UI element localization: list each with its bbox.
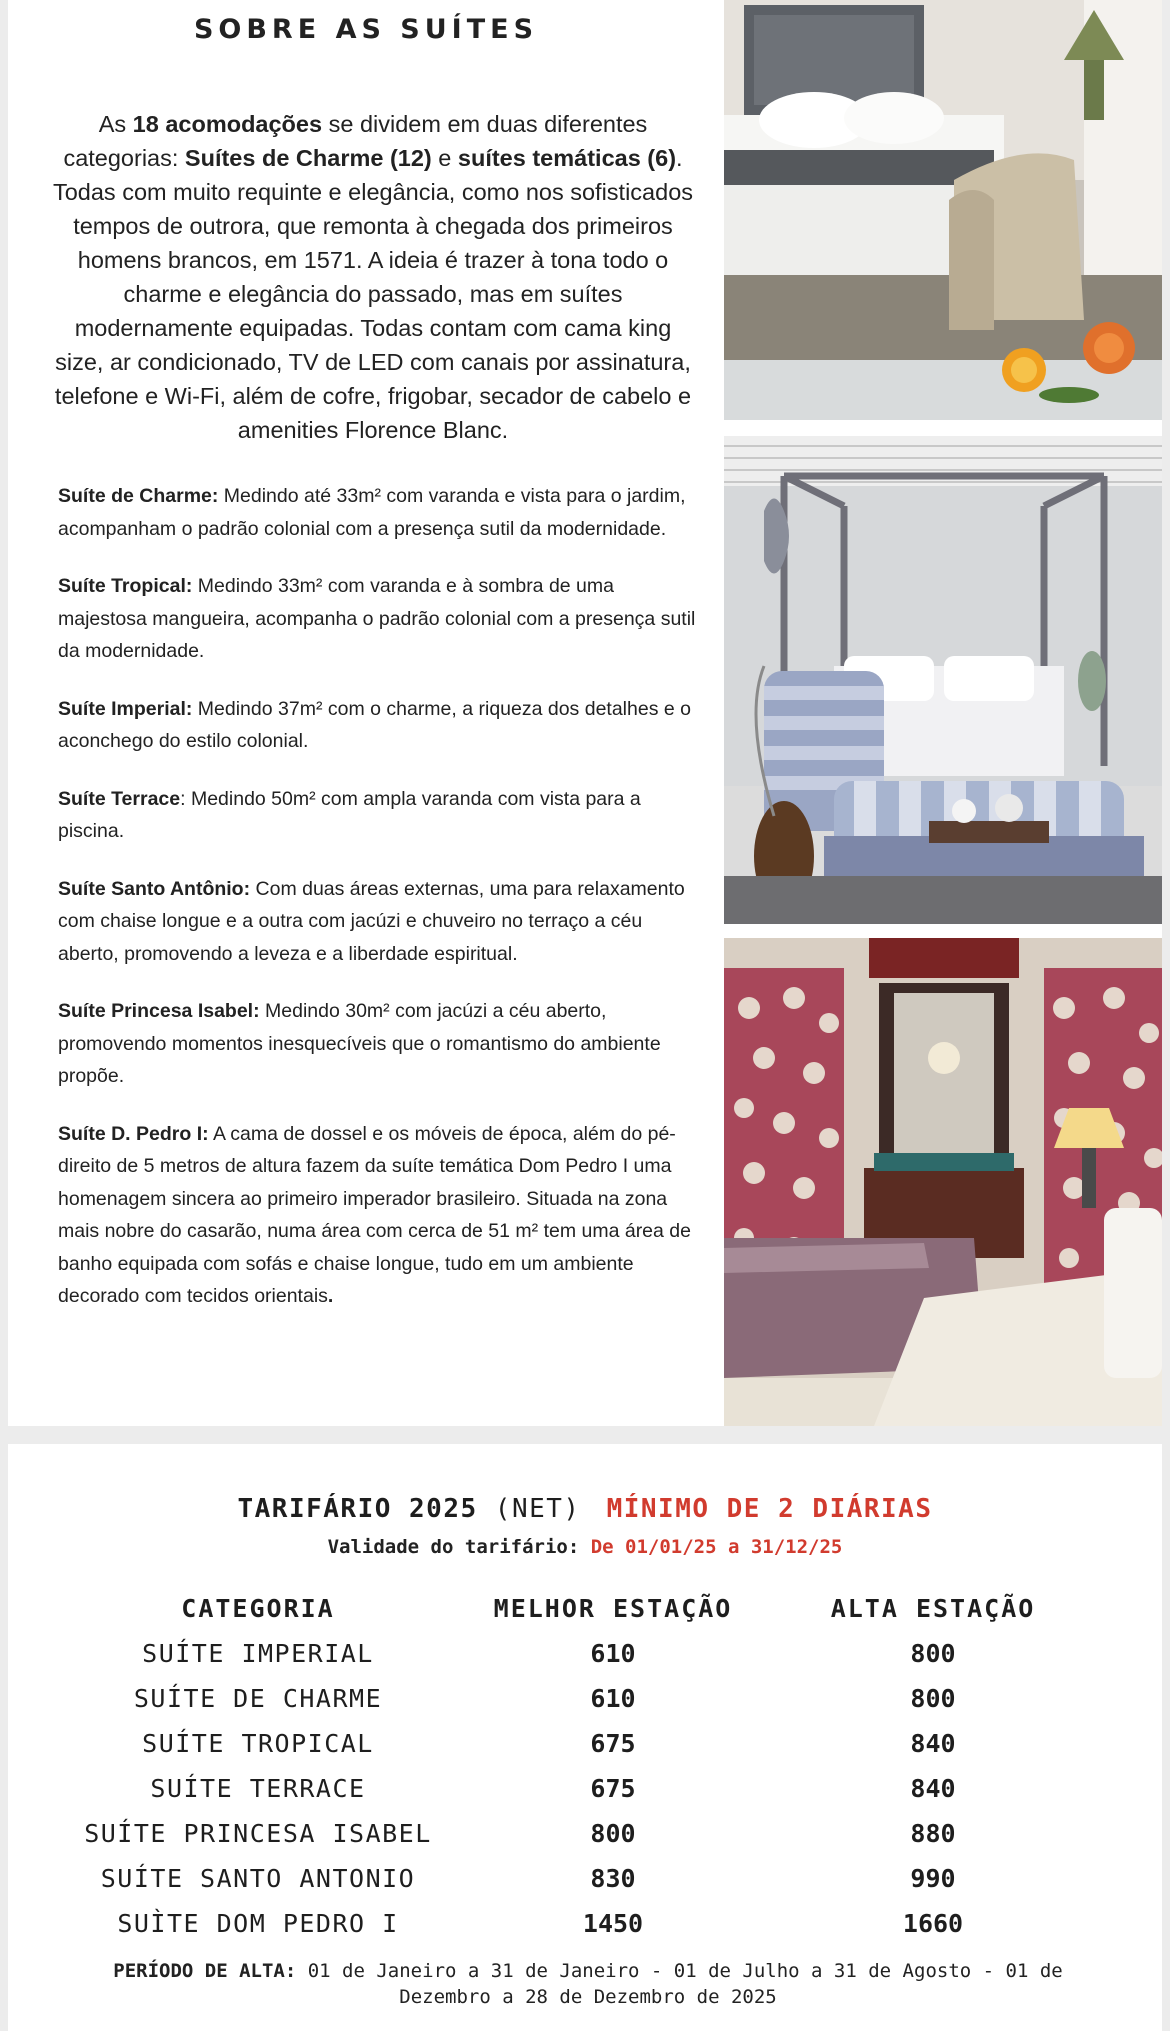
- suite-desc: A cama de dossel e os móveis de época, além do pé-direito de 5 metros de altura fazem da suíte temática Dom Pedro I uma homenagem sincera ao primeiro imperador brasileiro. Situada na zona mais nobre do casarão, numa área com cerca de 51 m² tem uma área de banho equipada com sofás e chaise longue, tudo em um ambiente decorado com tecidos orientais: [58, 1122, 691, 1307]
- rates-table-header: [8, 1589, 1162, 1634]
- rates-section: [8, 1444, 1162, 2031]
- high-season-period: [68, 1958, 1108, 2010]
- row-best-rate: 610: [590, 1639, 636, 1668]
- suite-desc: Medindo 30m² com jacúzi a céu aberto, promovendo momentos inesquecíveis que o romantismo do ambiente propõe.: [58, 1000, 661, 1087]
- suite-desc: Medindo até 33m² com varanda e vista para o jardim, acompanham o padrão colonial com a presença sutil da modernidade.: [58, 485, 686, 540]
- suite-name: Suíte de Charme:: [58, 485, 219, 507]
- suite-name: Suíte Terrace: [58, 787, 181, 810]
- photo-canopy-bed: [724, 436, 1162, 924]
- row-best-rate: 830: [590, 1864, 636, 1893]
- row-best-rate: 800: [590, 1819, 636, 1848]
- intro-text: As: [98, 111, 133, 137]
- row-high-rate: 1660: [902, 1909, 964, 1938]
- row-high-rate: 840: [910, 1774, 956, 1803]
- intro-text: e: [431, 145, 458, 171]
- row-category: SUÍTE SANTO ANTONIO: [100, 1864, 416, 1893]
- row-high-rate: 800: [910, 1639, 956, 1668]
- suite-dom-pedro-description: [58, 1118, 703, 1313]
- row-high-rate: 800: [910, 1684, 956, 1713]
- table-row: [8, 1634, 1162, 1679]
- suite-name: Suíte Tropical:: [58, 575, 193, 597]
- row-high-rate: 990: [910, 1864, 956, 1893]
- rates-title-net: (NET): [477, 1494, 581, 1524]
- suite-desc: Medindo 33m² com varanda e à sombra de uma majestosa mangueira, acompanha o padrão colonial com a presença sutil da modernidade.: [58, 575, 696, 662]
- suite-descriptions: [58, 480, 703, 1313]
- rates-title-main: TARIFÁRIO 2025: [237, 1494, 478, 1524]
- photo-bedroom-roses: [724, 0, 1162, 420]
- intro-paragraph: [48, 107, 698, 447]
- intro-highlight: 18 acomodações: [132, 111, 323, 137]
- rates-table: [8, 1589, 1162, 1949]
- column-header-best-season: MELHOR ESTAÇÃO: [493, 1594, 733, 1623]
- validity-value: De 01/01/25 a 31/12/25: [590, 1536, 843, 1558]
- suite-charme-description: [58, 480, 703, 545]
- suite-princesa-isabel-description: [58, 995, 703, 1093]
- table-row: [8, 1769, 1162, 1814]
- intro-text: . Todas com muito requinte e elegância, como nos sofisticados tempos de outrora, que remonta à chegada dos primeiros homens brancos, em 1571. A ideia é trazer à tona todo o charme e elegância do passado, mas em suítes modernamente equipadas. Todas contam com cama king size, ar condicionado, TV de LED com canais por assinatura, telefone e Wi-Fi, além de cofre, frigobar, secador de cabelo e amenities Florence Blanc.: [52, 145, 694, 443]
- row-category: SUÍTE IMPERIAL: [142, 1639, 374, 1668]
- row-category: SUÍTE PRINCESA ISABEL: [84, 1819, 432, 1848]
- section-heading: SOBRE AS SUÍTES: [193, 14, 539, 45]
- photo-dom-pedro-room: [724, 938, 1162, 1426]
- suite-desc-end: .: [327, 1285, 334, 1307]
- suite-terrace-description: [58, 783, 703, 848]
- suite-desc: Medindo 37m² com o charme, a riqueza dos detalhes e o aconchego do estilo colonial.: [58, 697, 691, 752]
- row-best-rate: 610: [590, 1684, 636, 1713]
- intro-text: se dividem em duas diferentes categorias:: [63, 111, 648, 171]
- minimum-nights-notice: MÍNIMO DE 2 DIÁRIAS: [606, 1494, 933, 1524]
- suite-imperial-description: [58, 693, 703, 758]
- column-header-category: CATEGORIA: [181, 1594, 335, 1623]
- suite-name: Suíte Imperial:: [58, 697, 193, 720]
- suite-santo-antonio-description: [58, 873, 703, 971]
- suite-name: Suíte D. Pedro I:: [58, 1122, 209, 1145]
- row-category: SUÍTE TERRACE: [150, 1774, 366, 1803]
- row-best-rate: 1450: [582, 1909, 644, 1938]
- period-value: 01 de Janeiro a 31 de Janeiro - 01 de Julho a 31 de Agosto - 01 de Dezembro a 28 de Dezembro de 2025: [296, 1960, 1063, 2008]
- row-best-rate: 675: [590, 1729, 636, 1758]
- row-category: SUÍTE TROPICAL: [142, 1729, 374, 1758]
- suites-text-column: [8, 0, 724, 1426]
- row-category: SUÍTE DE CHARME: [133, 1684, 383, 1713]
- suite-desc: : Medindo 50m² com ampla varanda com vista para a piscina.: [58, 787, 641, 842]
- suite-name: Suíte Santo Antônio:: [58, 877, 251, 900]
- table-row: [8, 1814, 1162, 1859]
- column-header-high-season: ALTA ESTAÇÃO: [830, 1594, 1036, 1623]
- table-row: [8, 1679, 1162, 1724]
- intro-highlight: Suítes de Charme (12): [184, 145, 432, 171]
- rates-validity: [8, 1536, 1162, 1558]
- validity-label: Validade do tarifário:: [327, 1536, 591, 1558]
- table-row: [8, 1904, 1162, 1949]
- table-row: [8, 1859, 1162, 1904]
- row-category: SUÌTE DOM PEDRO I: [117, 1909, 399, 1938]
- rates-title: [8, 1494, 1162, 1524]
- suite-tropical-description: [58, 570, 703, 668]
- row-high-rate: 880: [910, 1819, 956, 1848]
- period-label: PERÍODO DE ALTA:: [113, 1960, 297, 1982]
- intro-highlight: suítes temáticas (6): [457, 145, 677, 171]
- suite-desc: Com duas áreas externas, uma para relaxamento com chaise longue e a outra com jacúzi e chuveiro no terraço a céu aberto, promovendo a leveza e a liberdade espiritual.: [58, 877, 685, 965]
- row-high-rate: 840: [910, 1729, 956, 1758]
- table-row: [8, 1724, 1162, 1769]
- row-best-rate: 675: [590, 1774, 636, 1803]
- suite-name: Suíte Princesa Isabel:: [58, 1000, 260, 1022]
